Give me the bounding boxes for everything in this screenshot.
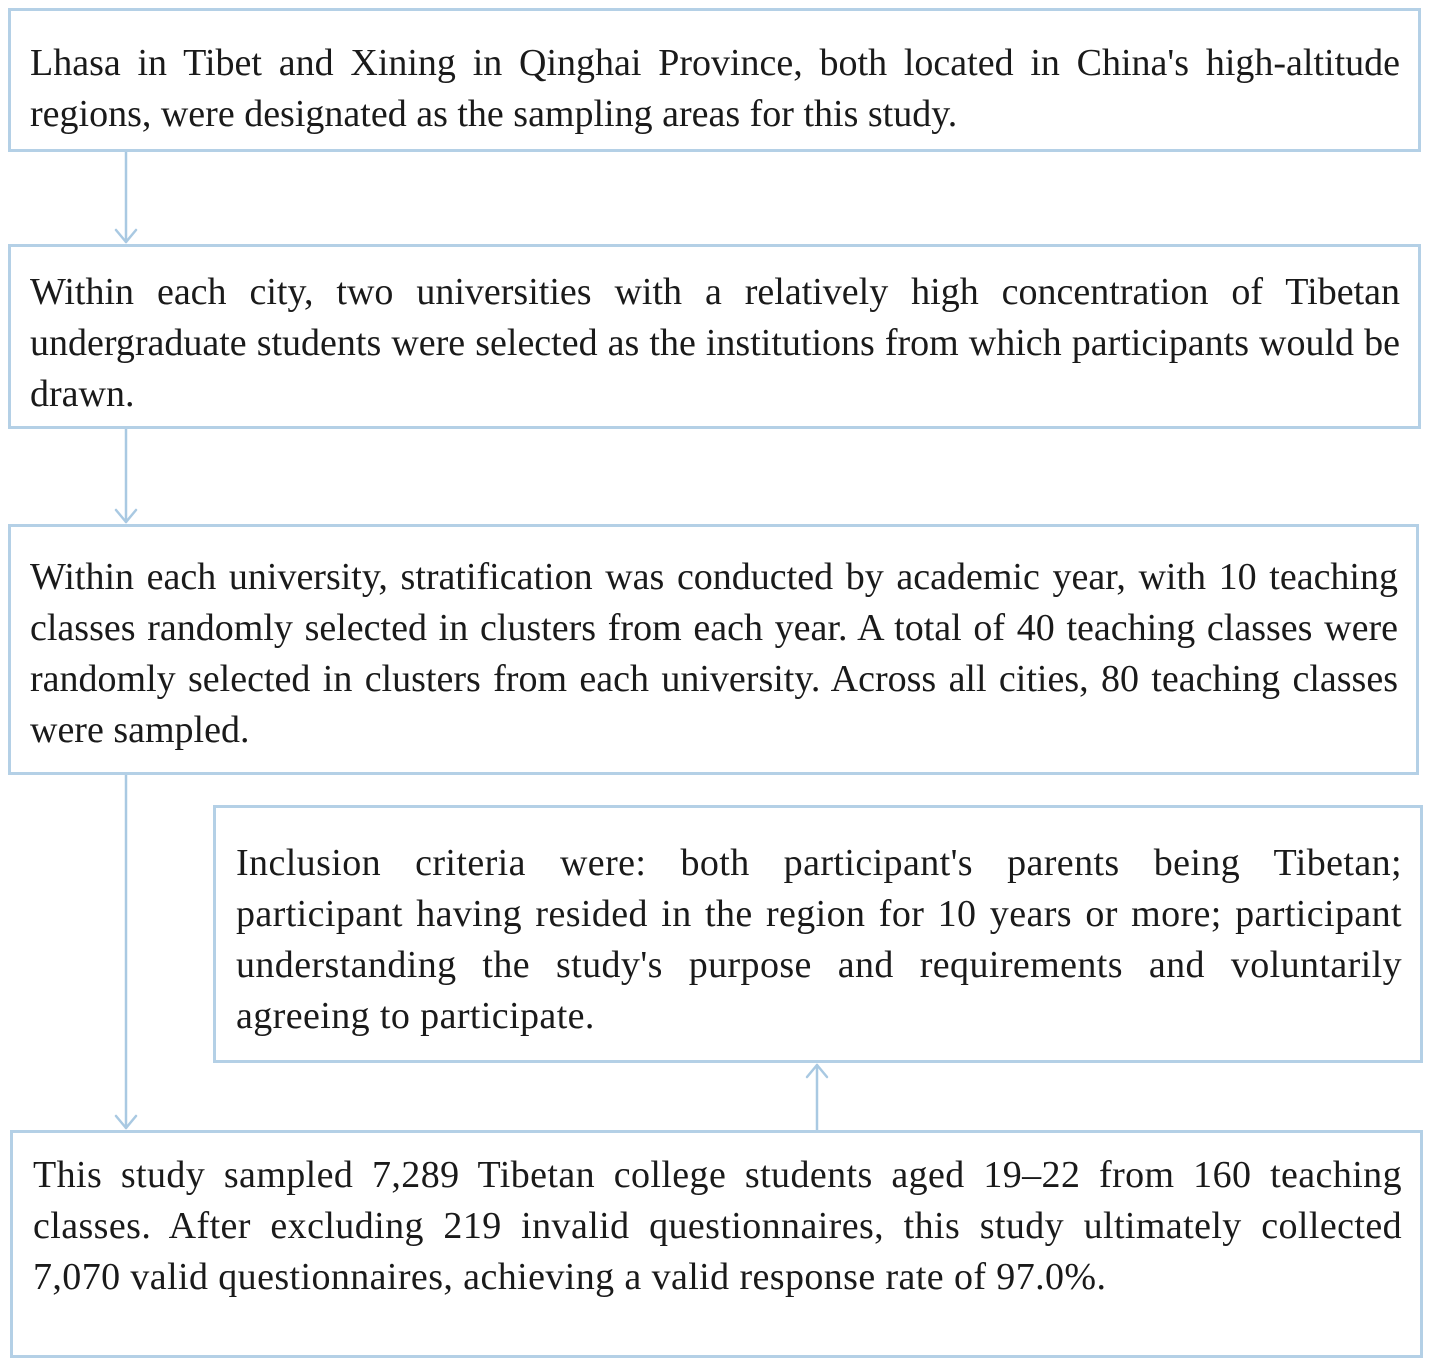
universities-box	[8, 244, 1421, 429]
inclusion-criteria-text: Inclusion criteria were: both participant's parents being Tibetan; participant having resided in the region for 10 years or more; participant understanding the study's purpose and requirements and voluntarily agreeing to participate.	[236, 842, 1402, 1037]
stratification-text: Within each university, stratification was conducted by academic year, with 10 teaching classes randomly selected in clusters from each year. A total of 40 teaching classes were randomly selected in clusters from each university. Across all cities, 80 teaching classes were sampled.	[30, 556, 1398, 751]
stratification-box	[8, 524, 1419, 775]
sampling-areas-text: Lhasa in Tibet and Xining in Qinghai Province, both located in China's high-altitude regions, were designated as the sampling areas for this study.	[30, 42, 1400, 135]
universities-text: Within each city, two universities with a relatively high concentration of Tibetan undergraduate students were selected as the institutions from which participants would be drawn.	[30, 271, 1400, 415]
arrow-stratification-to-final-sample	[116, 775, 136, 1128]
arrow-universities-to-stratification	[116, 429, 136, 522]
final-sample-text: This study sampled 7,289 Tibetan college students aged 19–22 from 160 teaching classes. After excluding 219 invalid questionnaires, this study ultimately collected 7,070 valid questionnaires, achieving a valid response rate of 97.0%.	[33, 1154, 1402, 1298]
sampling-areas-box	[8, 8, 1421, 152]
arrow-sampling-to-universities	[116, 152, 136, 242]
arrow-final-sample-to-inclusion	[807, 1065, 827, 1130]
final-sample-box	[10, 1130, 1423, 1358]
inclusion-criteria-box	[213, 805, 1423, 1063]
